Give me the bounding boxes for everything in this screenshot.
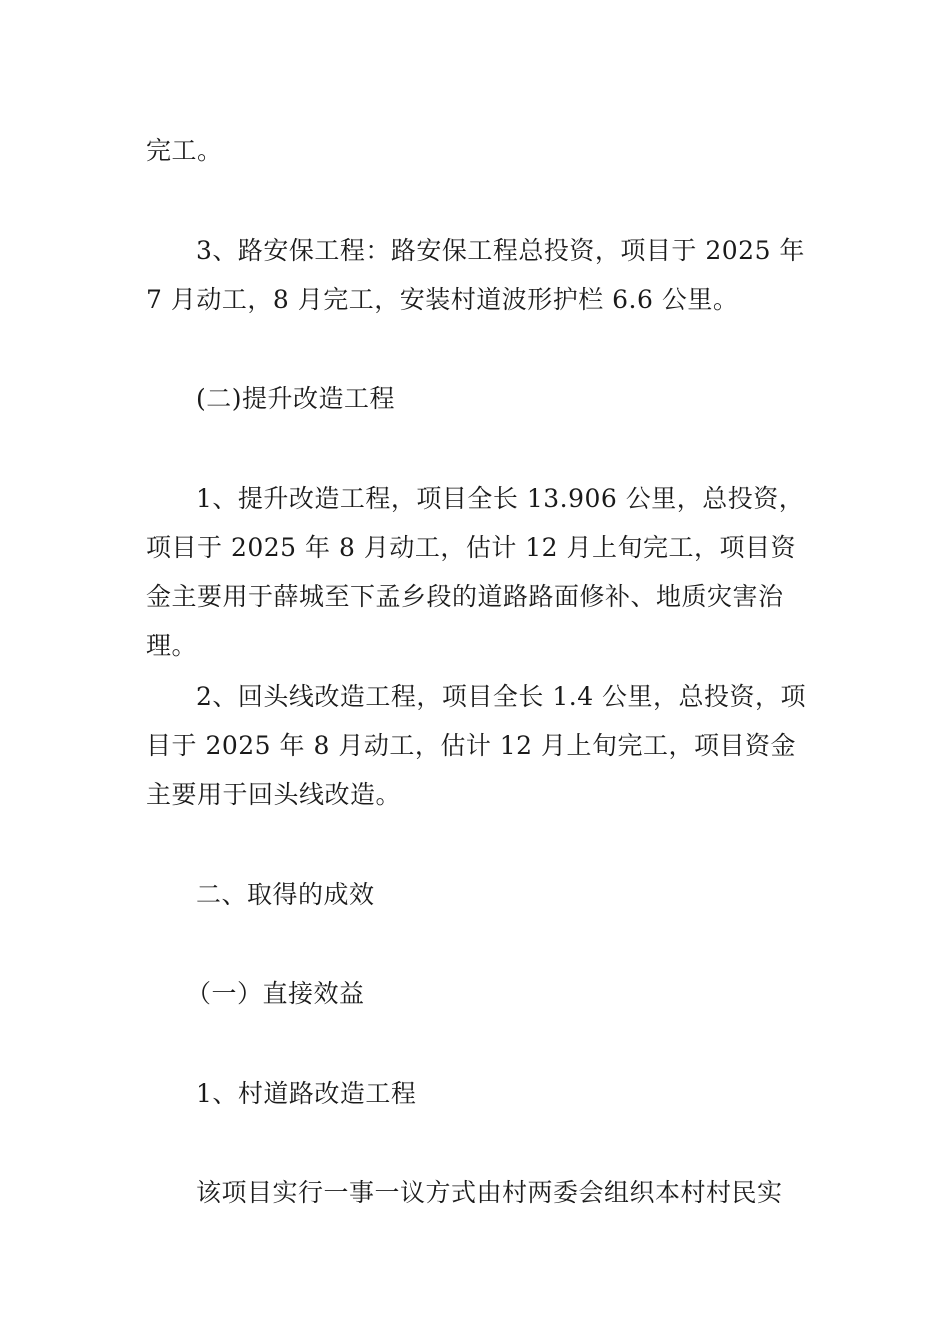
paragraph-switchback-project: 2、回头线改造工程，项目全长 1.4 公里，总投资，项目于 2025 年 8 月动工，估计 12 月上旬完工，项目资金主要用于回头线改造。 — [146, 682, 807, 809]
paragraph-continuation: 完工。 — [146, 136, 223, 165]
heading-achievements: 二、取得的成效 — [196, 880, 375, 909]
paragraph-upgrade-project: 1、提升改造工程，项目全长 13.906 公里，总投资，项目于 2025 年 8 月动工，估计 12 月上旬完工，项目资金主要用于薛城至下孟乡段的道路路面修补、地质灾害治理。 — [146, 484, 805, 660]
paragraph-village-road-intro: 该项目实行一事一议方式由村两委会组织本村村民实 — [196, 1178, 783, 1207]
paragraph-road-safety-project: 3、路安保工程：路安保工程总投资，项目于 2025 年 7 月动工，8 月完工，安装村道波形护栏 6.6 公里。 — [146, 236, 814, 314]
heading-village-road-project: 1、村道路改造工程 — [196, 1079, 417, 1108]
heading-direct-benefits: （一）直接效益 — [186, 979, 365, 1008]
heading-upgrade-project: (二)提升改造工程 — [196, 384, 396, 413]
